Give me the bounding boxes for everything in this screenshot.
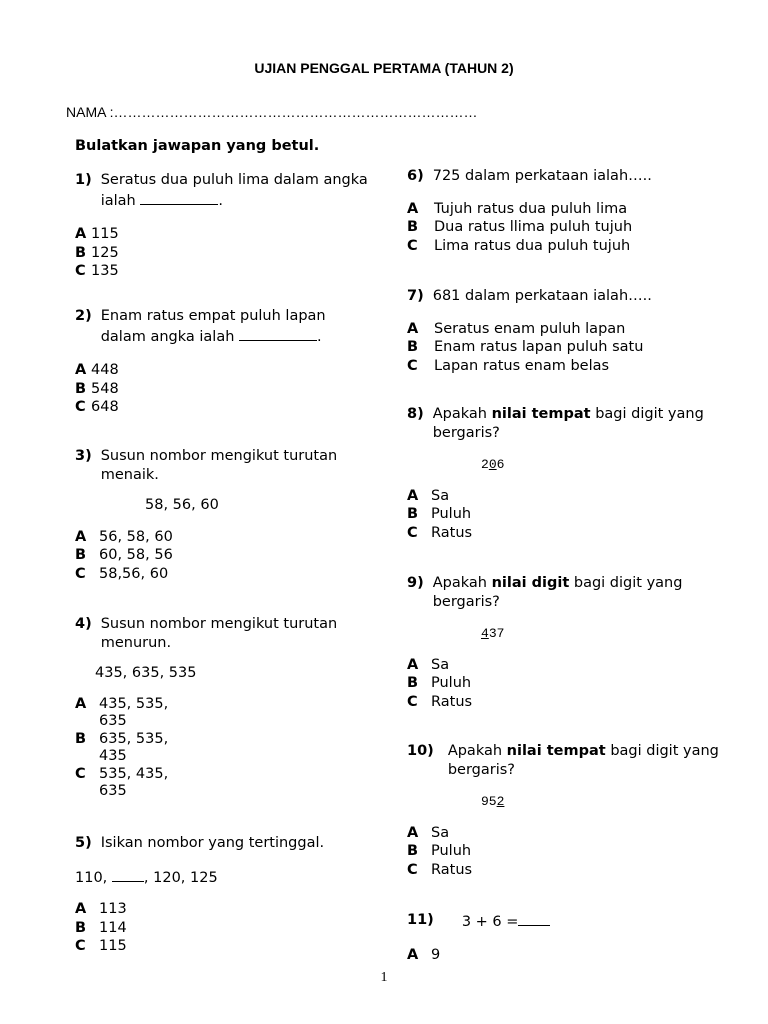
option-a[interactable]: A Sa — [407, 487, 450, 504]
option-a[interactable]: A Tujuh ratus dua puluh lima — [407, 200, 628, 217]
option-b[interactable]: B Puluh — [407, 843, 472, 859]
question-8 — [407, 405, 747, 542]
question-number: 4) — [75, 616, 92, 632]
option-a[interactable]: A 435, 535, 635 — [75, 695, 169, 729]
option-a[interactable]: A Sa — [407, 656, 450, 673]
question-number: 10) — [407, 743, 434, 759]
option-a[interactable]: A Sa — [407, 824, 450, 841]
answer-blank — [518, 911, 550, 926]
option-c[interactable]: C Lima ratus dua puluh tujuh — [407, 237, 631, 254]
option-b[interactable]: B Puluh — [407, 675, 472, 691]
options — [407, 200, 747, 256]
question-text: Seratus dua puluh lima dalam angka ialah . — [100, 172, 368, 209]
option-c[interactable]: C 58,56, 60 — [75, 565, 169, 582]
option-a[interactable]: A 9 — [407, 946, 441, 963]
question-number: 8) — [407, 406, 424, 422]
question-text: Apakah nilai digit bagi digit yang bergaris? — [432, 575, 683, 610]
options — [407, 946, 747, 965]
question-text: Isikan nombor yang tertinggal. — [100, 835, 325, 851]
option-a[interactable]: A 115 — [75, 226, 119, 242]
options — [407, 487, 747, 543]
question-number: 3) — [75, 448, 92, 464]
options — [407, 824, 747, 880]
instruction: Bulatkan jawapan yang betul. — [75, 138, 320, 154]
question-2 — [75, 307, 375, 417]
option-c[interactable]: C 648 — [75, 399, 119, 415]
number-sequence: 58, 56, 60 — [145, 497, 219, 513]
question-6 — [407, 167, 747, 255]
question-number: 1) — [75, 172, 92, 188]
option-a[interactable]: A 56, 58, 60 — [75, 528, 173, 545]
question-3 — [75, 447, 375, 583]
options — [75, 361, 375, 417]
question-11 — [407, 911, 747, 964]
options — [75, 528, 375, 584]
option-c[interactable]: C Ratus — [407, 693, 473, 710]
option-c[interactable]: C 115 — [75, 938, 127, 954]
question-text: Susun nombor mengikut turutan menurun. — [100, 616, 338, 651]
underlined-number: 437 — [481, 626, 505, 641]
name-field-line: NAMA :…………………………………………………………………… — [66, 104, 478, 120]
question-number: 2) — [75, 308, 92, 324]
underlined-number: 206 — [481, 457, 505, 472]
question-text: Susun nombor mengikut turutan menaik. — [100, 448, 338, 483]
option-b[interactable]: B Dua ratus llima puluh tujuh — [407, 219, 633, 235]
question-1 — [75, 171, 375, 281]
question-10 — [407, 742, 747, 879]
question-5 — [75, 834, 375, 956]
option-b[interactable]: B 60, 58, 56 — [75, 547, 173, 563]
question-number: 6) — [407, 168, 424, 184]
option-a[interactable]: A 448 — [75, 362, 119, 378]
question-7 — [407, 287, 747, 375]
option-b[interactable]: B 125 — [75, 244, 119, 261]
question-number: 7) — [407, 288, 424, 304]
option-c[interactable]: C Ratus — [407, 861, 473, 878]
option-c[interactable]: C Lapan ratus enam belas — [407, 357, 610, 374]
options — [75, 900, 375, 956]
answer-blank — [239, 326, 317, 341]
question-number: 9) — [407, 575, 424, 591]
question-number: 11) — [407, 912, 434, 928]
answer-blank — [140, 190, 218, 205]
options — [75, 696, 375, 801]
question-text: 3 + 6 = — [462, 911, 747, 932]
option-c[interactable]: C 135 — [75, 263, 119, 279]
options — [407, 320, 747, 376]
question-number: 5) — [75, 835, 92, 851]
question-text: Apakah nilai tempat bagi digit yang bergaris? — [447, 743, 719, 778]
question-text: 725 dalam perkataan ialah….. — [432, 168, 652, 184]
option-b[interactable]: B 114 — [75, 919, 127, 936]
option-b[interactable]: B Enam ratus lapan puluh satu — [407, 339, 644, 355]
page-number: 1 — [380, 970, 388, 985]
answer-blank — [112, 867, 144, 882]
number-sequence: 435, 635, 535 — [95, 665, 197, 681]
question-text: Enam ratus empat puluh lapan dalam angka ialah . — [100, 308, 326, 345]
option-a[interactable]: A 113 — [75, 901, 127, 917]
option-c[interactable]: C 535, 435, 635 — [75, 765, 169, 799]
option-c[interactable]: C Ratus — [407, 524, 473, 541]
underlined-number: 952 — [481, 794, 505, 809]
question-text: Apakah nilai tempat bagi digit yang bergaris? — [432, 406, 704, 441]
options — [407, 656, 747, 712]
option-a[interactable]: A Seratus enam puluh lapan — [407, 320, 626, 337]
option-b[interactable]: B 635, 535, 435 — [75, 730, 169, 764]
number-sequence: 110, , 120, 125 — [75, 867, 375, 888]
question-4 — [75, 615, 375, 801]
question-9 — [407, 574, 747, 711]
option-b[interactable]: B Puluh — [407, 506, 472, 522]
page-title: UJIAN PENGGAL PERTAMA (TAHUN 2) — [254, 60, 514, 76]
question-text: 681 dalam perkataan ialah….. — [432, 288, 652, 304]
option-b[interactable]: B 548 — [75, 380, 119, 397]
options — [75, 225, 375, 281]
